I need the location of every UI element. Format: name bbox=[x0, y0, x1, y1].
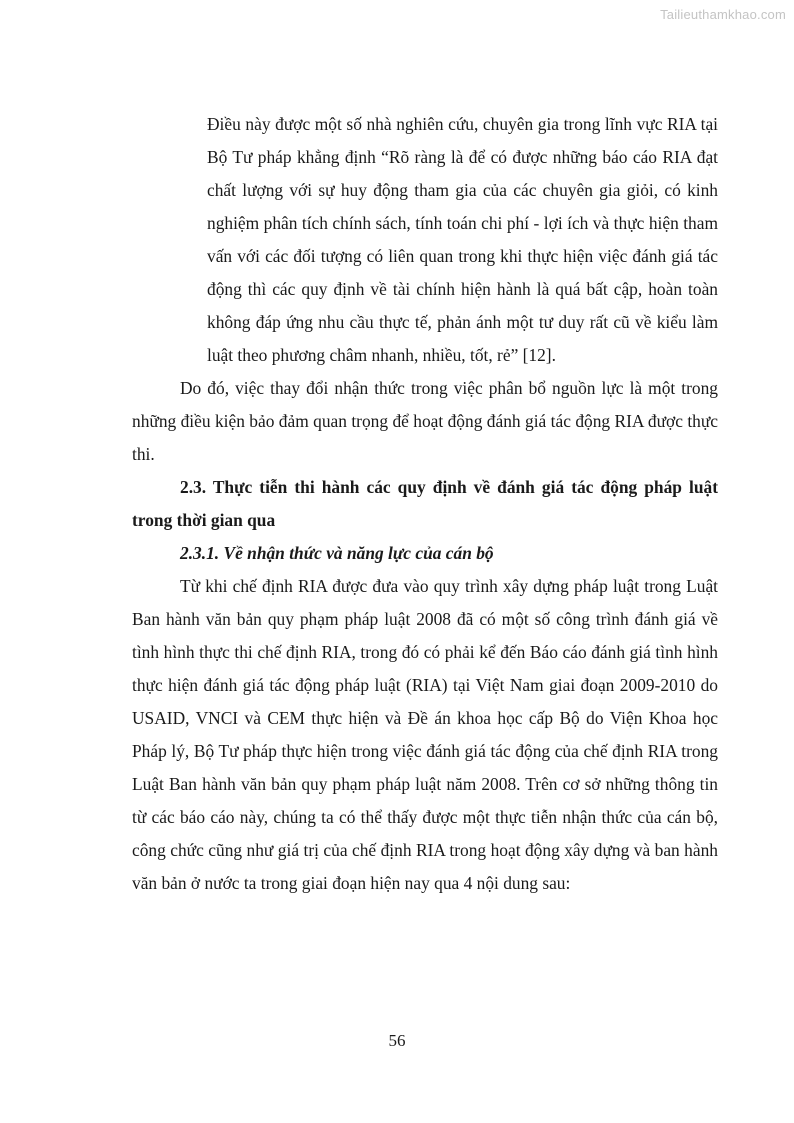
section-heading: 2.3. Thực tiễn thi hành các quy định về đánh giá tác động pháp luật trong thời gian qua bbox=[132, 477, 718, 530]
page-number: 56 bbox=[388, 1031, 406, 1050]
paragraph-ria-assessment: Từ khi chế định RIA được đưa vào quy trình xây dựng pháp luật trong Luật Ban hành văn bản quy phạm pháp luật 2008 đã có một số công trình đánh giá về tình hình thực thi chế định RIA, trong đó có phải kể đến Báo cáo đánh giá tình hình thực hiện đánh giá tác động pháp luật (RIA) tại Việt Nam giai đoạn 2009-2010 do USAID, VNCI và CEM thực hiện và Đề án khoa học cấp Bộ do Viện Khoa học Pháp lý, Bộ Tư pháp thực hiện trong việc đánh giá tác động của chế định RIA trong Luật Ban hành văn bản quy phạm pháp luật năm 2008. Trên cơ sở những thông tin từ các báo cáo này, chúng ta có thể thấy được một thực tiễn nhận thức của cán bộ, công chức cũng như giá trị của chế định RIA trong hoạt động xây dựng và ban hành văn bản ở nước ta trong giai đoạn hiện nay qua 4 nội dung sau: bbox=[132, 576, 718, 893]
document-body bbox=[132, 108, 718, 900]
site-watermark: Tailieuthamkhao.com bbox=[660, 7, 786, 22]
subsection-heading: 2.3.1. Về nhận thức và năng lực của cán bộ bbox=[180, 543, 494, 563]
block-quote: Điều này được một số nhà nghiên cứu, chuyên gia trong lĩnh vực RIA tại Bộ Tư pháp khẳng định “Rõ ràng là để có được những báo cáo RIA đạt chất lượng với sự huy động tham gia của các chuyên gia giỏi, có kinh nghiệm phân tích chính sách, tính toán chi phí - lợi ích và thực hiện tham vấn với các đối tượng có liên quan trong khi thực hiện việc đánh giá tác động thì các quy định về tài chính hiện hành là quá bất cập, hoàn toàn không đáp ứng nhu cầu thực tế, phản ánh một tư duy rất cũ về kiểu làm luật theo phương châm nhanh, nhiều, tốt, rẻ” [12]. bbox=[207, 114, 718, 365]
paragraph-conclusion: Do đó, việc thay đổi nhận thức trong việc phân bổ nguồn lực là một trong những điều kiện bảo đảm quan trọng để hoạt động đánh giá tác động RIA được thực thi. bbox=[132, 378, 718, 464]
